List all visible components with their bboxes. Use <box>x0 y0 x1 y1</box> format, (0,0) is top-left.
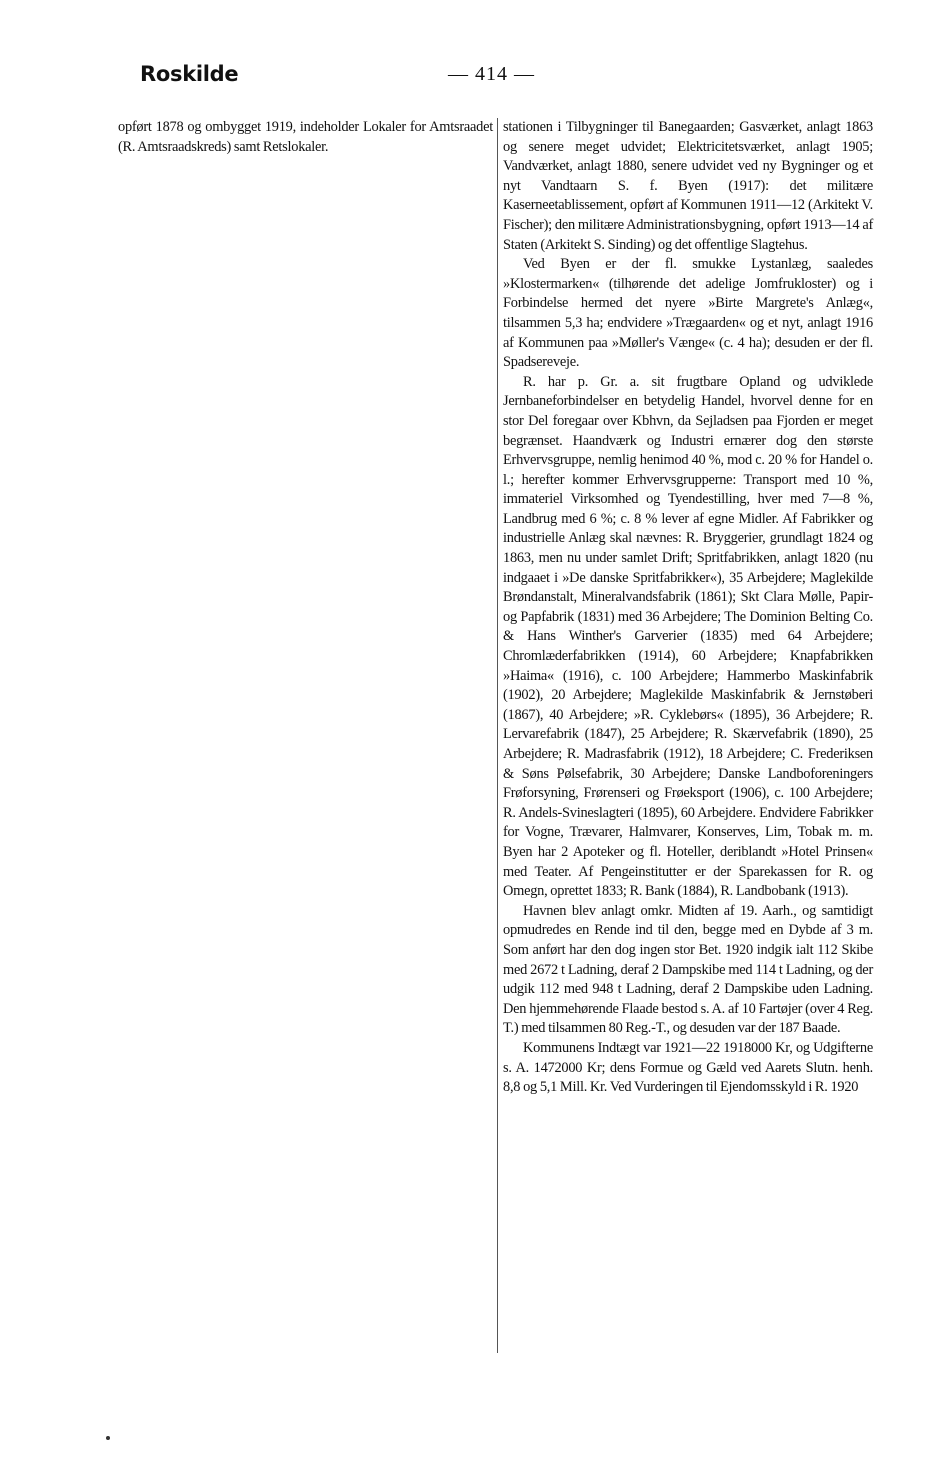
paragraph: Kommunens Indtægt var 1921—22 1918000 Kr, og Udgifterne s. A. 1472000 Kr; dens Formue og Gæld ved Aarets Slutn. henh. 8,8 og 5,1 Mill. Kr. Ved Vurderingen til Ejendomsskyld i R. 1920 <box>503 1039 873 1096</box>
paragraph: R. har p. Gr. a. sit frugtbare Opland og udviklede Jernbaneforbindelser en betydelig Handel, hvorvel denne for en stor Del foregaar over Kbhvn, da Sejladsen paa Fjorden er meget begrænset. Haandværk og Industri ernærer dog den største Erhvervsgruppe, nemlig henimod 40 %, mod c. 20 % for Handel o. l.; herefter kommer Erhvervsgrupperne: Transport med 10 %, immateriel Virksomhed og Tyendestilling, hver med 7—8 %, Landbrug med 6 %; c. 8 % lever af egne Midler. Af Fabrikker og industrielle Anlæg skal nævnes: R. Bryggerier, grundlagt 1824 og 1863, men nu under samlet Drift; Spritfabrikken, anlagt 1820 (nu indgaaet i »De danske Spritfabrikker«), 35 Arbejdere; Maglekilde Brøndanstalt, Mineralvandsfabrik (1861); Skt Clara Mølle, Papir- og Papfabrik (1831) med 36 Arbejdere; The Dominion Belting Co. & Hans Winther's Garverier (1835) med 64 Arbejdere; Chromlæderfabrikken (1914), 60 Arbejdere; Knapfabrikken »Haima« (1916), c. 100 Arbejdere; Hammerbo Maskinfabrik (1902), 20 Arbejdere; Maglekilde Maskinfabrik & Jernstøberi (1867), 40 Arbejdere; »R. Cyklebørs« (1895), 36 Arbejdere; R. Lervarefabrik (1847), 25 Arbejdere; R. Skærvefabrik (1890), 25 Arbejdere; R. Madrasfabrik (1912), 18 Arbejdere; C. Frederiksen & Søns Pølsefabrik, 30 Arbejdere; Danske Landboforeningers Frøforsyning, Frørenseri og Frøeksport (1906), c. 100 Arbejdere; R. Andels-Svineslagteri (1895), 60 Arbejdere. Endvidere Fabrikker for Vogne, Trævarer, Halmvarer, Konserves, Lim, Tobak m. m. Byen har 2 Apoteker og fl. Hoteller, deriblandt »Hotel Prinsen« med Teater. Af Pengeinstitutter er der Sparekassen for R. og Omegn, oprettet 1833; R. Bank (1884), R. Landbobank (1913). <box>503 373 873 900</box>
paragraph: opført 1878 og ombygget 1919, indeholder Lokaler for Amtsraadet (R. Amtsraadskreds) samt Retslokaler. <box>118 119 493 155</box>
paragraph: Ved Byen er der fl. smukke Lystanlæg, saaledes »Klostermarken« (tilhørende det adelige Jomfrukloster) og i Forbindelse hermed det nyere »Birte Margrete's Anlæg«, tilsammen 5,3 ha; endvidere »Trægaarden« og et nyt, anlagt 1916 af Kommunen paa »Møller's Vænge« (c. 4 ha); desuden er der fl. Spadsereveje. <box>503 256 873 371</box>
running-title: Roskilde <box>140 62 239 86</box>
stray-ink-mark <box>106 1436 110 1440</box>
page-header <box>118 60 878 90</box>
left-column <box>118 118 493 157</box>
page-number: — 414 — <box>448 63 535 85</box>
column-divider <box>497 118 498 1353</box>
paragraph: stationen i Tilbygninger til Banegaarden; Gasværket, anlagt 1863 og senere meget udvidet; Elektricitetsværket, anlagt 1905; Vandværket, anlagt 1880, senere udvidet ved ny Bygninger og et nyt Vandtaarn S. f. Byen (1917): det militære Kaserneetablissement, opført af Kommunen 1911—12 (Arkitekt V. Fischer); den militære Administrationsbygning, opført 1913—14 af Staten (Arkitekt S. Sinding) og det offentlige Slagtehus. <box>503 119 873 253</box>
right-column <box>503 118 873 1098</box>
paragraph: Havnen blev anlagt omkr. Midten af 19. Aarh., og samtidigt opmudredes en Rende ind til den, begge med en Dybde af 3 m. Som anført har den dog ingen stor Bet. 1920 indgik ialt 112 Skibe med 2672 t Ladning, deraf 2 Dampskibe med 114 t Ladning, og der udgik 112 med 948 t Ladning, deraf 2 Dampskibe uden Ladning. Den hjemmehørende Flaade bestod s. A. af 10 Fartøjer (over 4 Reg. T.) med tilsammen 80 Reg.-T., og desuden var der 187 Baade. <box>503 902 873 1037</box>
